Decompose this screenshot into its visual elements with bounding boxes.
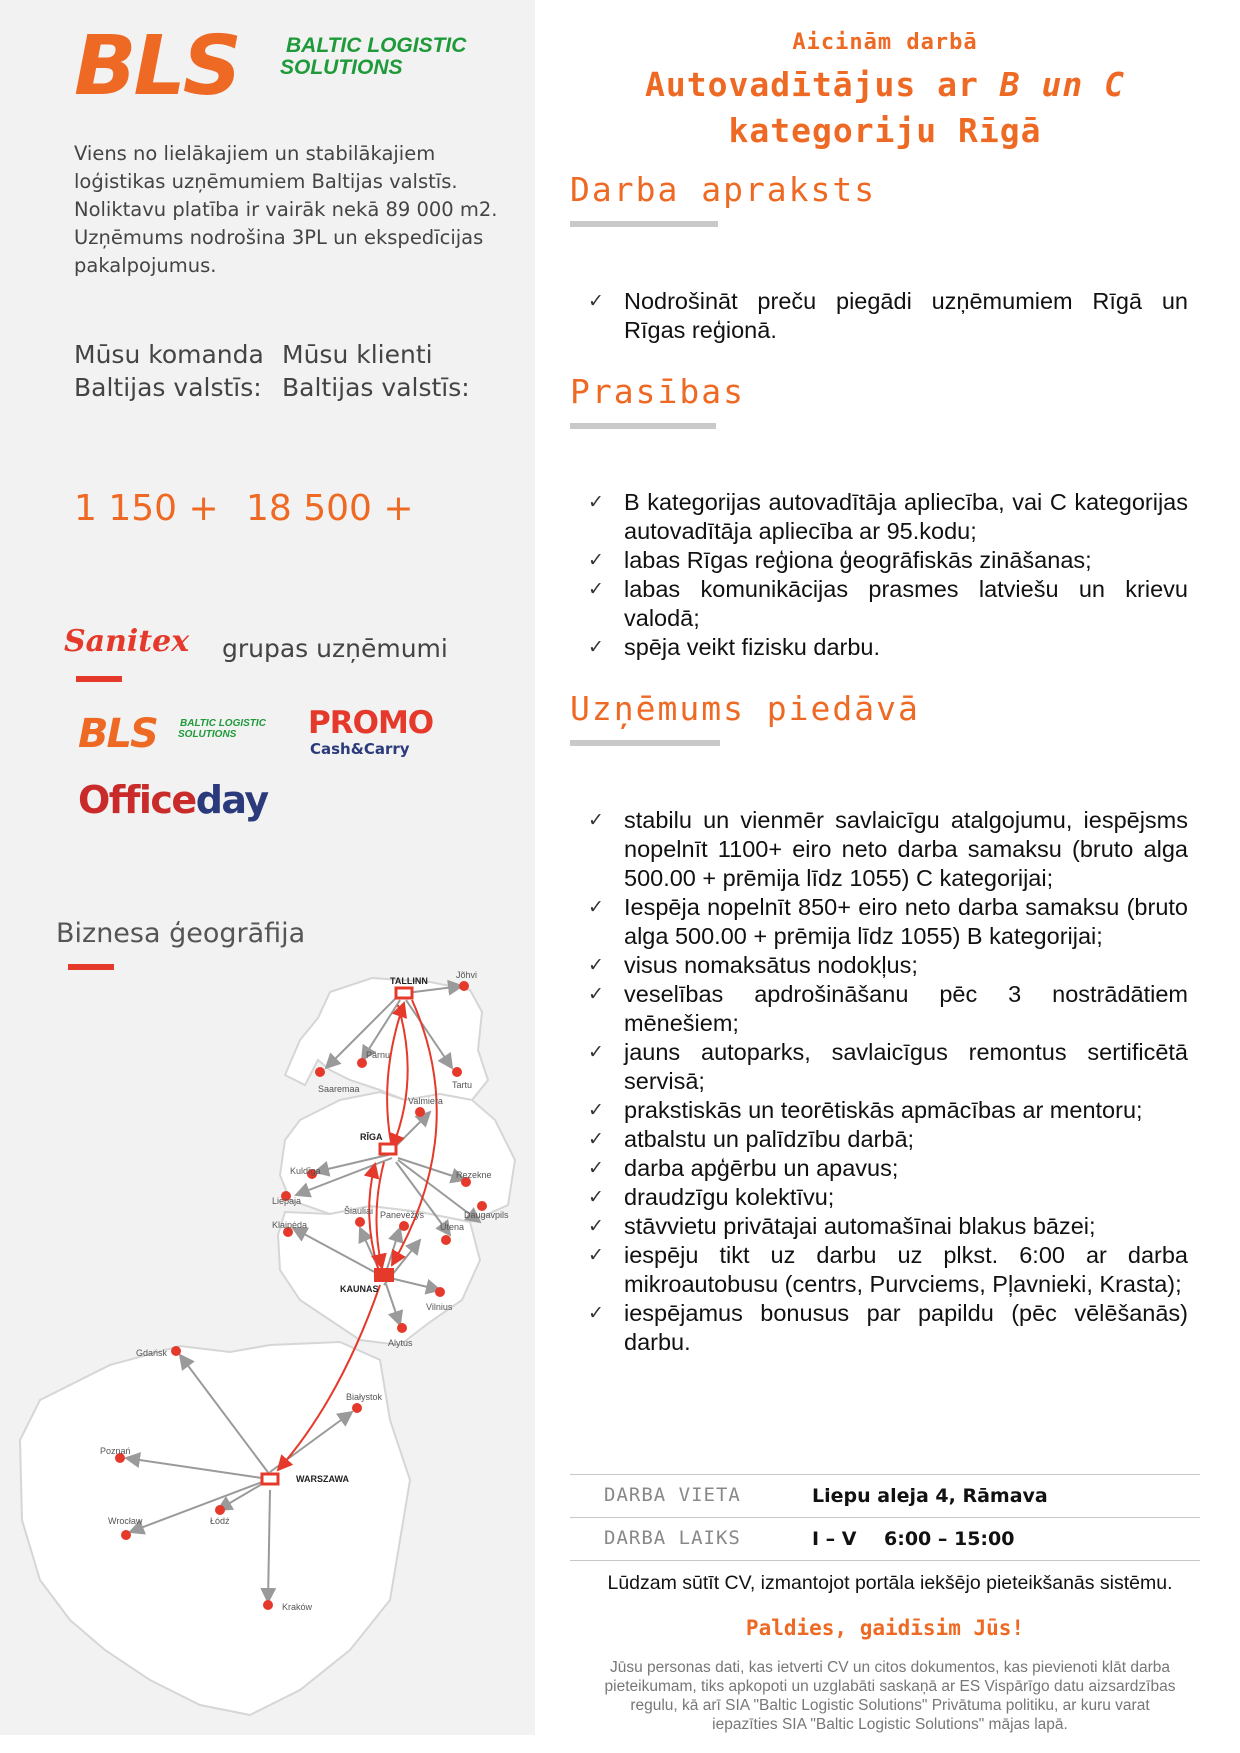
list-item-text: veselības apdrošināšanu pēc 3 nostrādātiem mēnešiem;: [624, 981, 1188, 1036]
list-item-text: darba apģērbu un apavus;: [624, 1155, 899, 1181]
city-saaremaa: Saaremaa: [318, 1084, 360, 1094]
team-label-line2: Baltijas valstīs:: [74, 373, 262, 402]
description-title: Darba apraksts: [570, 170, 877, 209]
list-item: [588, 951, 1188, 980]
city-parnu: Pärnu: [366, 1050, 391, 1060]
map-labels: [0, 0, 535, 1735]
list-item-text: Nodrošināt preču piegādi uzņēmumiem Rīgā un Rīgas reģionā.: [624, 288, 1188, 343]
list-item: [588, 633, 1188, 662]
check-icon: ✓: [588, 1245, 604, 1266]
check-icon: ✓: [588, 1187, 604, 1208]
check-icon: ✓: [588, 1100, 604, 1121]
list-item-text: spēja veikt fizisku darbu.: [624, 634, 881, 660]
list-item: [588, 1096, 1188, 1125]
team-label-line1: Mūsu komanda: [74, 340, 264, 369]
job-title-line1: [540, 62, 1230, 108]
job-title-pre: Autovadītājus ar: [645, 65, 1000, 104]
list-item: [588, 1038, 1188, 1096]
check-icon: ✓: [588, 897, 604, 918]
check-icon: ✓: [588, 492, 604, 513]
check-icon: ✓: [588, 1216, 604, 1237]
intro-line: Noliktavu platība ir vairāk nekā 89 000 m2.: [74, 198, 498, 221]
city-poznan: Poznań: [100, 1446, 131, 1456]
info-row-time: [570, 1518, 1200, 1561]
city-tallinn: TALLINN: [390, 976, 428, 986]
city-utena: Utena: [440, 1222, 465, 1232]
privacy-note: [560, 1658, 1220, 1734]
city-rezekne: Rezekne: [456, 1170, 492, 1180]
clients-label-line2: Baltijas valstīs:: [282, 373, 470, 402]
city-johvi: Jõhvi: [456, 970, 478, 980]
bls-logo-letters: BLS: [74, 19, 239, 114]
city-panevezys: Panevėžys: [380, 1210, 425, 1220]
list-item-text: jauns autoparks, savlaicīgus remontus sertificētā servisā;: [624, 1039, 1188, 1094]
city-kaunas: KAUNAS: [340, 1284, 379, 1294]
list-item-text: visus nomaksātus nodokļus;: [624, 952, 918, 978]
list-item-text: labas komunikācijas prasmes latviešu un krievu valodā;: [624, 576, 1188, 631]
list-item-text: B kategorijas autovadītāja apliecība, vai C kategorijas autovadītāja apliecība ar 95.kodu;: [624, 489, 1188, 544]
city-daugavpils: Daugavpils: [464, 1210, 509, 1220]
city-valmiera: Valmiera: [408, 1096, 443, 1106]
list-item: [588, 1154, 1188, 1183]
city-kuldiga: Kuldīga: [290, 1166, 321, 1176]
check-icon: ✓: [588, 1158, 604, 1179]
city-krakow: Kraków: [282, 1602, 313, 1612]
description-list: [588, 287, 1188, 345]
list-item: [588, 1125, 1188, 1154]
list-item: [588, 980, 1188, 1038]
offer-list: [588, 806, 1188, 1357]
list-item-text: labas Rīgas reģiona ģeogrāfiskās zināšanas;: [624, 547, 1092, 573]
check-icon: ✓: [588, 1303, 604, 1324]
list-item-text: Iespēja nopelnīt 850+ eiro neto darba samaksu (bruto alga 500.00 + prēmija līdz 1055) B kategorijai;: [624, 894, 1188, 949]
job-title-em: B un C: [999, 65, 1125, 104]
city-wroclaw: Wrocław: [108, 1516, 143, 1526]
bls-small-name1: BALTIC LOGISTIC: [180, 718, 266, 729]
list-item: [588, 806, 1188, 893]
list-item: [588, 1212, 1188, 1241]
city-vilnius: Vilnius: [426, 1302, 453, 1312]
requirements-title: Prasības: [570, 372, 745, 411]
info-row-place: [570, 1475, 1200, 1518]
check-icon: ✓: [588, 1042, 604, 1063]
city-lodz: Łódź: [210, 1516, 230, 1526]
list-item: [588, 488, 1188, 546]
clients-value: 18 500 +: [246, 488, 414, 529]
time-hours: 6:00 – 15:00: [884, 1528, 1015, 1550]
offer-underline: [570, 740, 720, 746]
city-siauliai: Šiauliai: [344, 1206, 374, 1216]
bls-logo-name-line2: SOLUTIONS: [280, 56, 403, 79]
place-label: DARBA VIETA: [604, 1484, 741, 1506]
list-item: [588, 575, 1188, 633]
clients-label-line1: Mūsu klienti: [282, 340, 433, 369]
list-item: [588, 893, 1188, 951]
check-icon: ✓: [588, 984, 604, 1005]
check-icon: ✓: [588, 810, 604, 831]
city-klaipeda: Klaipėda: [272, 1220, 308, 1230]
team-value: 1 150 +: [74, 488, 219, 529]
requirements-list: [588, 488, 1188, 662]
list-item-text: prakstiskās un teorētiskās apmācības ar mentoru;: [624, 1097, 1143, 1123]
job-title: [540, 62, 1230, 154]
list-item: [588, 1183, 1188, 1212]
officeday-day: day: [195, 778, 268, 822]
intro-line: loģistikas uzņēmumiem Baltijas valstīs.: [74, 170, 458, 193]
list-item-text: draudzīgu kolektīvu;: [624, 1184, 835, 1210]
list-item: [588, 287, 1188, 345]
bls-small-letters: BLS: [78, 711, 157, 757]
intro-line: pakalpojumus.: [74, 254, 217, 277]
list-item-text: atbalstu un palīdzību darbā;: [624, 1126, 915, 1152]
list-item-text: stāvvietu privātajai automašīnai blakus bāzei;: [624, 1213, 1096, 1239]
city-gdansk: Gdańsk: [136, 1348, 168, 1358]
thanks-line: Paldies, gaidīsim Jūs!: [745, 1616, 1025, 1640]
list-item-text: iespējamus bonusus par papildu (pēc vēlēšanās) darbu.: [624, 1300, 1188, 1355]
time-days: I – V: [812, 1528, 857, 1550]
list-item: [588, 1299, 1188, 1357]
offer-title: Uzņēmums piedāvā: [570, 689, 920, 728]
intro-line: Uzņēmums nodrošina 3PL un ekspedīcijas: [74, 226, 484, 249]
intro-line: Viens no lielākajiem un stabilākajiem: [74, 142, 436, 165]
city-alytus: Alytus: [388, 1338, 413, 1348]
list-item-text: iespēju tikt uz darbu uz plkst. 6:00 ar darba mikroautobusu (centrs, Purvciems, Pļavnieki, Krasta);: [624, 1242, 1188, 1297]
city-tartu: Tartu: [452, 1080, 473, 1090]
invite-line: Aicinām darbā: [792, 30, 978, 55]
promo-logo-sub: Cash&Carry: [310, 740, 410, 758]
check-icon: ✓: [588, 550, 604, 571]
sanitex-logo: Sanitex: [64, 624, 190, 659]
job-title-line2: kategoriju Rīgā: [728, 111, 1042, 150]
officeday-office: Office: [78, 778, 196, 822]
privacy-line: pieteikumam, tiks apkopoti un uzglabāti saskaņā ar ES Vispārīgo datu aizsardzības: [604, 1678, 1176, 1695]
geography-title: Biznesa ģeogrāfija: [56, 918, 306, 949]
list-item-text: stabilu un vienmēr savlaicīgu atalgojumu, iespējsms nopelnīt 1100+ eiro neto darba samaksu (bruto alga 500.00 + prēmija līdz 1055) C kategorijai;: [624, 807, 1188, 891]
city-liepaja: Liepaja: [272, 1196, 302, 1206]
check-icon: ✓: [588, 579, 604, 600]
list-item: [588, 1241, 1188, 1299]
city-warszawa: WARSZAWA: [296, 1474, 349, 1484]
description-underline: [570, 221, 718, 227]
check-icon: ✓: [588, 955, 604, 976]
city-bialystok: Białystok: [346, 1392, 383, 1402]
bls-logo-name-line1: BALTIC LOGISTIC: [286, 34, 467, 57]
left-panel: [0, 0, 535, 1735]
cv-note: Lūdzam sūtīt CV, izmantojot portāla iekšējo pieteikšanās sistēmu.: [607, 1572, 1173, 1594]
privacy-line: regulu, kā arī SIA "Baltic Logistic Solutions" Privātuma politiku, ar kuru varat: [630, 1697, 1150, 1714]
bls-small-name2: SOLUTIONS: [178, 729, 237, 740]
group-caption: grupas uzņēmumi: [222, 634, 448, 663]
check-icon: ✓: [588, 1129, 604, 1150]
privacy-line: Jūsu personas dati, kas ietverti CV un citos dokumentos, kas pievienoti klāt darba: [609, 1659, 1170, 1676]
city-riga: RĪGA: [360, 1132, 383, 1142]
privacy-line: iepazīties SIA "Baltic Logistic Solutions" mājas lapā.: [712, 1716, 1068, 1733]
requirements-underline: [570, 423, 716, 429]
time-label: DARBA LAIKS: [604, 1527, 741, 1549]
place-value: Liepu aleja 4, Rāmava: [812, 1485, 1048, 1507]
check-icon: ✓: [588, 637, 604, 658]
promo-logo-text: PROMO: [308, 705, 434, 741]
list-item: [588, 546, 1188, 575]
check-icon: ✓: [588, 291, 604, 312]
